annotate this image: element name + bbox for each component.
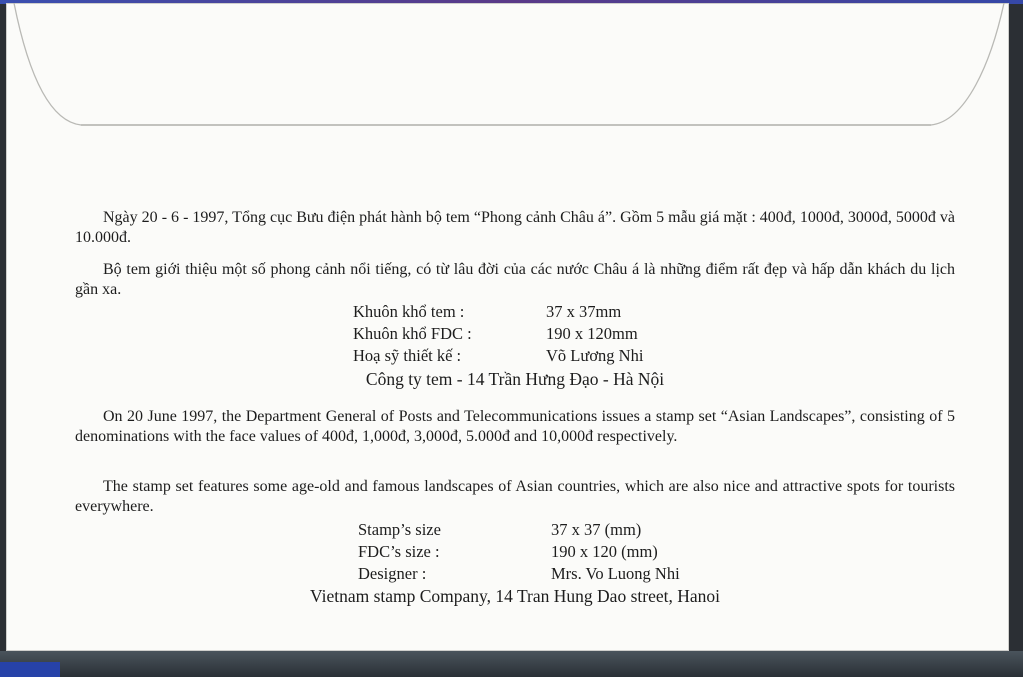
vn-paragraph-1: Ngày 20 - 6 - 1997, Tổng cục Bưu điện phát hành bộ tem “Phong cảnh Châu á”. Gồm 5 mẫu giá mặt : 400đ, 1000đ, 3000đ, 5000đ và 10.000đ.	[75, 209, 955, 246]
en-company-line: Vietnam stamp Company, 14 Tran Hung Dao street, Hanoi	[310, 586, 720, 606]
spec-value: Mrs. Vo Luong Nhi	[551, 564, 680, 583]
vn-paragraph-2: Bộ tem giới thiệu một số phong cảnh nổi tiếng, có từ lâu đời của các nước Châu á là những điểm rất đẹp và hấp dẫn khách du lịch gần xa.	[75, 261, 955, 298]
spec-label: FDC’s size :	[358, 542, 440, 561]
envelope-back	[6, 3, 1009, 651]
vn-company-line: Công ty tem - 14 Trần Hưng Đạo - Hà Nội	[365, 369, 665, 389]
spec-value: 190 x 120mm	[546, 324, 638, 343]
en-paragraph-2: The stamp set features some age-old and famous landscapes of Asian countries, which are also nice and attractive spots for tourists everywhere.	[75, 478, 955, 515]
spec-label: Stamp’s size	[358, 520, 441, 539]
spec-label: Khuôn khổ tem :	[353, 302, 465, 321]
spec-value: 37 x 37mm	[546, 302, 622, 321]
en-paragraph-1: On 20 June 1997, the Department General of Posts and Telecommunications issues a stamp set “Asian Landscapes”, consisting of 5 denominations with the face values of 400đ, 1,000đ, 3,000đ, 5.000đ and 10,000đ respectively.	[75, 408, 955, 445]
scan-edge-blue	[0, 662, 60, 677]
spec-value: Võ Lương Nhi	[546, 346, 644, 365]
spec-label: Khuôn khổ FDC :	[353, 324, 472, 343]
spec-label: Designer :	[358, 564, 427, 583]
spec-value: 190 x 120 (mm)	[551, 542, 658, 561]
scan-background-bottom	[0, 651, 1023, 677]
spec-label: Hoạ sỹ thiết kế :	[353, 346, 462, 365]
envelope-flap	[6, 3, 1009, 133]
spec-value: 37 x 37 (mm)	[551, 520, 642, 539]
